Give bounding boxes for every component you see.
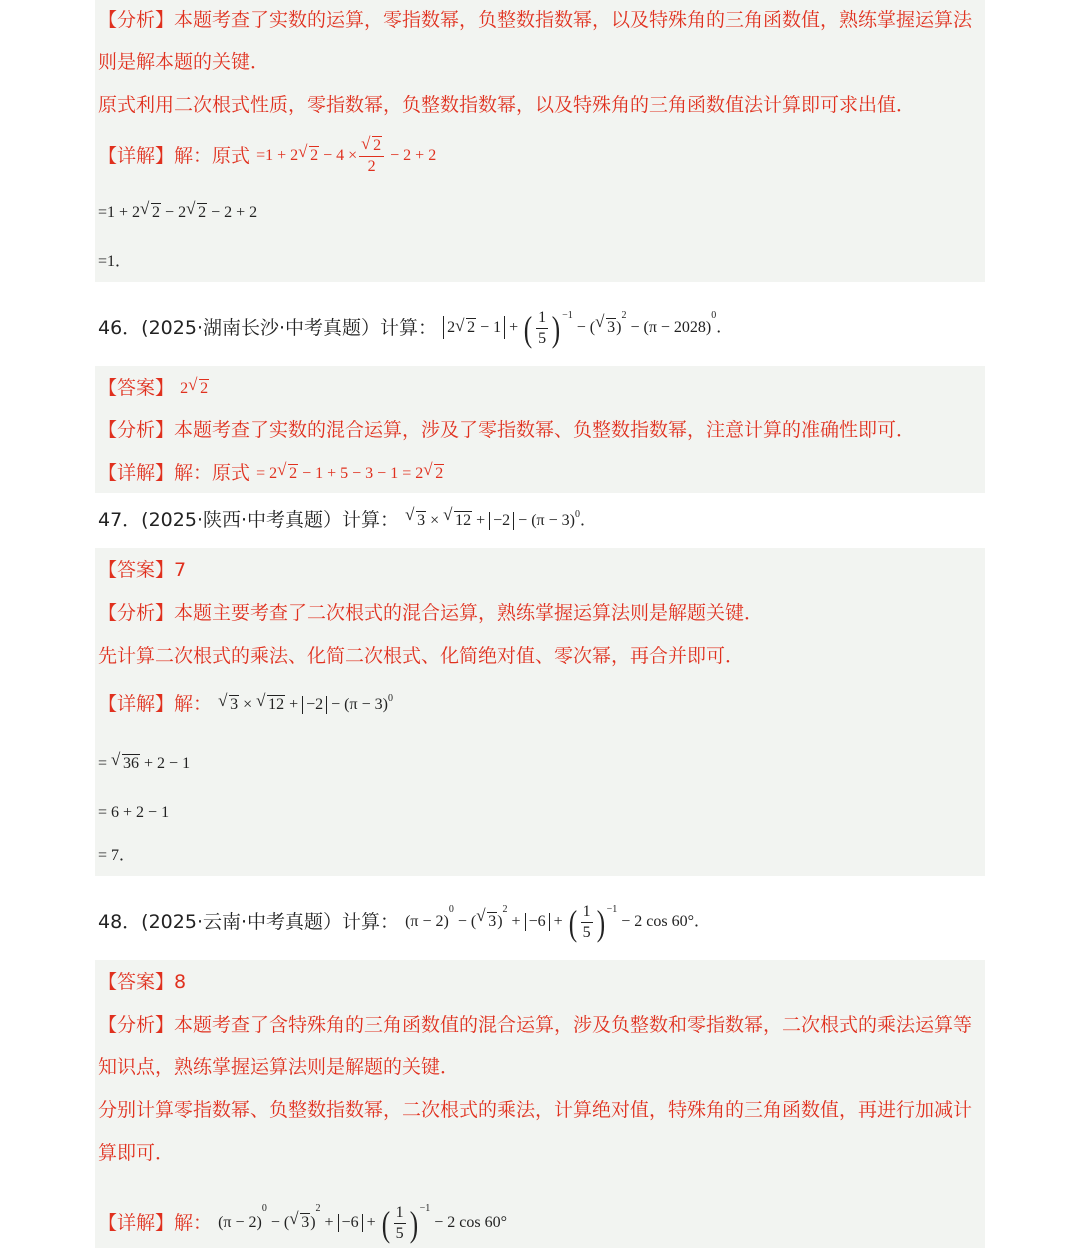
analysis-line-1: 【分析】本题考查了实数的运算，零指数幂，负整数指数幂，以及特殊角的三角函数值，熟练掌握运算法 [98,9,973,31]
answer-47: 【答案】7 [98,559,187,581]
question-48 [98,902,710,943]
step-47-3: = 7． [98,846,136,864]
detail-46-formula: = 2√ 2 − 1 + 5 − 3 − 1 = 2√ 2 [256,462,444,486]
detail-46: 【详解】解：原式 = 2√ 2 − 1 + 5 − 3 − 1 = 2√ 2 [98,461,444,486]
detail-48: 【详解】解： $(\pi - 2)^0$ − (√ 3)$^2$ + −6 + ( $\frac{1}{5}$ ) $^{-1}$ − 2 cos 60° [98,1203,507,1244]
analysis-48-line-1: 【分析】本题考查了含特殊角的三角函数值的混合运算，涉及负整数和零指数幂，二次根式的乘法运算等 [98,1014,973,1036]
question-47-prefix: 47．(2025·陕西·中考真题）计算： [98,509,400,531]
question-46 [98,308,732,349]
analysis-47-line-2: 先计算二次根式的乘法、化简二次根式、化简绝对值、零次幂，再合并即可． [98,645,745,667]
analysis-48-line-4: 算即可． [98,1142,175,1164]
step-47-2: = 6 + 2 − 1 [98,803,170,821]
step-formula-2: =1 + 2√ 2 − 2√ 2 − 2 + 2 [98,201,257,225]
detail-47-formula: √ 3 × √ $12 + -2 - (\pi - 3)^0$ [218,693,393,717]
answer-47-value: 7 [174,559,187,581]
analysis-47-line-1: 【分析】本题主要考查了二次根式的混合运算，熟练掌握运算法则是解题关键． [98,602,764,624]
question-48-formula: $(\pi - 2)^0$ − (√ 3)$^2$ + −6 + ( $\frac{1}{5}$ ) $^{-1}$ − 2 cos 60°． [405,902,710,943]
step-line-3 [98,249,131,274]
step-formula-3: =1． [98,252,132,270]
question-46-prefix: 46．(2025·湖南长沙·中考真题）计算： [98,317,438,339]
analysis-46: 【分析】本题考查了实数的混合运算，涉及了零指数幂、负整数指数幂，注意计算的准确性即可． [98,419,916,441]
detail-47: 【详解】解： √ 3 × √ $12 + -2 - (\pi - 3)^0$ [98,692,393,717]
detail-label: 【详解】解：原式 [98,145,251,167]
answer-46: 【答案】 2√ 2 [98,376,209,401]
answer-48-value: 8 [174,971,187,993]
question-47 [98,506,596,535]
analysis-line-2: 则是解本题的关键． [98,51,270,73]
detail-48-formula: $(\pi - 2)^0$ − (√ 3)$^2$ + −6 + ( $\frac{1}{5}$ ) $^{-1}$ − 2 cos 60° [218,1203,507,1244]
detail-line [98,136,436,177]
detail-formula: =1 + 2√ 2 − 4 × √ $\frac{2}{2}$ − 2 + 2 [256,136,436,177]
analysis-48-line-2: 知识点，熟练掌握运算法则是解题的关键． [98,1056,460,1078]
step-line-2 [98,200,257,225]
analysis-48-line-3: 分别计算零指数幂、负整数指数幂，二次根式的乘法，计算绝对值，特殊角的三角函数值，再进行加减计 [98,1099,973,1121]
step-47-1: = √ 36 + 2 − 1 [98,751,190,776]
question-47-formula: √ 3 × √ $12 + -2 - (\pi - 3)^0$． [405,507,596,535]
question-46-formula: 2√ 2 − 1 + ( $\frac{1}{5}$ ) $^{-1}$ − (√ $3)^2 - (\pi - 2028)^0$． [443,308,732,349]
analysis-line-3: 原式利用二次根式性质，零指数幂，负整数指数幂，以及特殊角的三角函数值法计算即可求出值． [98,94,916,116]
answer-48: 【答案】8 [98,971,187,993]
question-48-prefix: 48．(2025·云南·中考真题）计算： [98,911,400,933]
answer-46-value: 2√ 2 [180,377,209,401]
